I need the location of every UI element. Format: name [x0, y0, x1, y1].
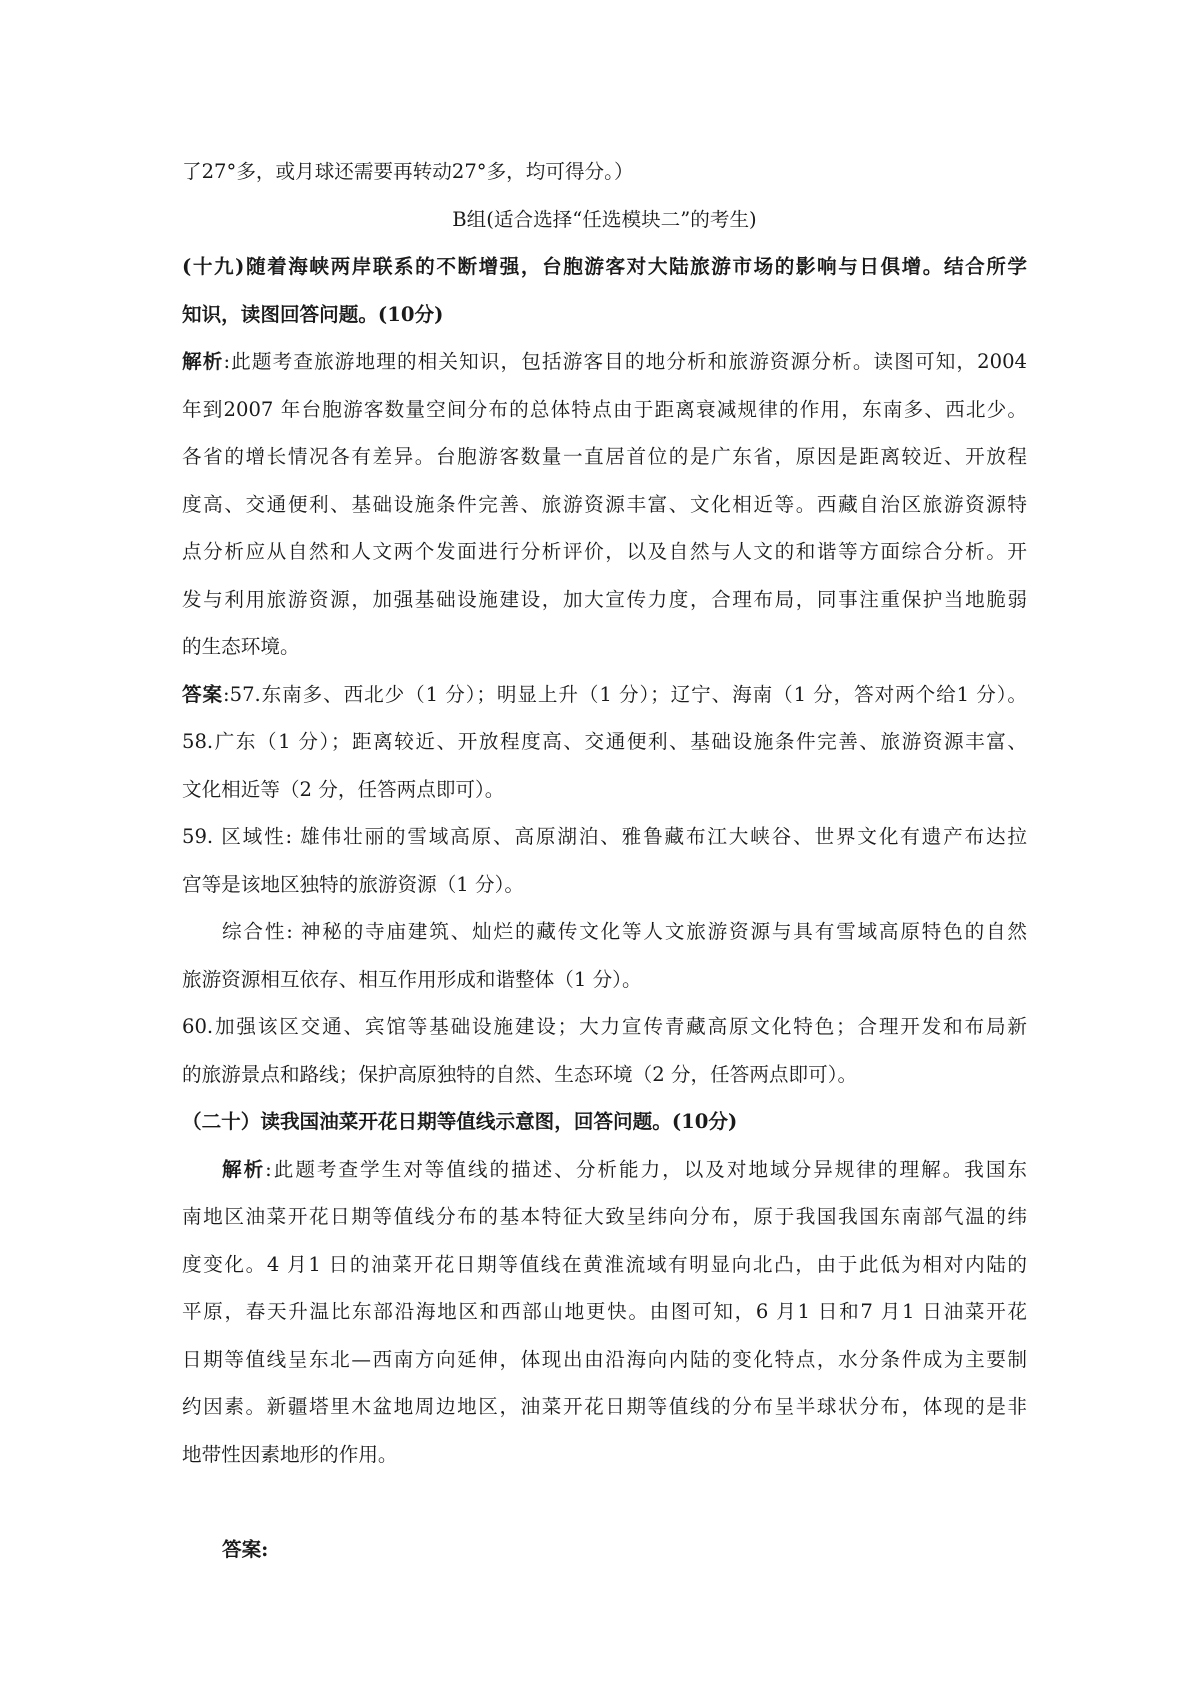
- text-line: 60.加强该区交通、宾馆等基础设施建设；大力宣传青藏高原文化特色；合理开发和布局新: [182, 1015, 1027, 1038]
- text-line: 的生态环境。: [182, 635, 300, 658]
- text-line: 各省的增长情况各有差异。台胞游客数量一直居首位的是广东省，原因是距离较近、开放程: [182, 445, 1027, 468]
- text-line: 了27°多，或月球还需要再转动27°多，均可得分。）: [182, 160, 634, 183]
- text-line: 文化相近等（2 分，任答两点即可）。: [182, 777, 505, 801]
- text-line: 的旅游景点和路线；保护高原独特的自然、生态环境（2 分，任答两点即可）。: [182, 1062, 858, 1086]
- text-line: 日期等值线呈东北—西南方向延伸，体现出由沿海向内陆的变化特点，水分条件成为主要制: [182, 1347, 1027, 1371]
- analysis-19-first-line: [182, 338, 1027, 386]
- spacer: [182, 1478, 1027, 1526]
- text-line: 发与利用旅游资源，加强基础设施建设，加大宣传力度，合理布局，同事注重保护当地脆弱: [182, 587, 1027, 611]
- text-line: 59. 区域性: 雄伟壮丽的雪域高原、高原湖泊、雅鲁藏布江大峡谷、世界文化有遗产布达拉: [182, 825, 1027, 848]
- answer-text: :57.东南多、西北少（1 分）；明显上升（1 分）；辽宁、海南（1 分，答对两个给1 分）。: [223, 682, 1028, 706]
- text-line: 综合性: 神秘的寺庙建筑、灿烂的藏传文化等人文旅游资源与具有雪域高原特色的自然: [222, 920, 1027, 943]
- document-page: [182, 148, 1027, 1573]
- text-line: 宫等是该地区独特的旅游资源（1 分）。: [182, 872, 524, 896]
- analysis-text: :此题考查旅游地理的相关知识，包括游客目的地分析和旅游资源分析。读图可知，2004: [223, 350, 1028, 373]
- section-heading-group-b: B组(适合选择“任选模块二”的考生): [452, 207, 757, 231]
- text-line: 度变化。4 月1 日的油菜开花日期等值线在黄淮流域有明显向北凸，由于此低为相对内陆的: [182, 1252, 1027, 1276]
- analysis-label: 解析: [222, 1157, 266, 1181]
- text-line: 旅游资源相互依存、相互作用形成和谐整体（1 分）。: [182, 967, 642, 991]
- text-line: 点分析应从自然和人文两个发面进行分析评价，以及自然与人文的和谐等方面综合分析。开: [182, 540, 1027, 563]
- text-line: 年到2007 年台胞游客数量空间分布的总体特点由于距离衰减规律的作用，东南多、西北少。: [182, 397, 1027, 421]
- text-line: 南地区油菜开花日期等值线分布的基本特征大致呈纬向分布，原于我国我国东南部气温的纬: [182, 1205, 1027, 1228]
- answer-20-label: 答案:: [222, 1537, 269, 1561]
- text-line: 度高、交通便利、基础设施条件完善、旅游资源丰富、文化相近等。西藏自治区旅游资源特: [182, 492, 1027, 516]
- text-line: 地带性因素地形的作用。: [182, 1442, 398, 1466]
- analysis-label: 解析: [182, 350, 224, 373]
- text-line: 约因素。新疆塔里木盆地周边地区，油菜开花日期等值线的分布呈半球状分布，体现的是非: [182, 1395, 1027, 1418]
- answer-19-first-line: [182, 671, 1027, 719]
- analysis-text: :此题考查学生对等值线的描述、分析能力，以及对地域分异规律的理解。我国东: [265, 1157, 1027, 1181]
- text-line: 58.广东（1 分）；距离较近、开放程度高、交通便利、基础设施条件完善、旅游资源丰富、: [182, 730, 1027, 753]
- analysis-20-first-line: [182, 1146, 1027, 1194]
- question-19-title: (十九)随着海峡两岸联系的不断增强，台胞游客对大陆旅游市场的影响与日俱增。结合所学: [182, 255, 1027, 278]
- question-19-title-cont: 知识，读图回答问题。(10分): [182, 302, 444, 326]
- text-line: 平原，春天升温比东部沿海地区和西部山地更快。由图可知，6 月1 日和7 月1 日油菜开花: [182, 1300, 1027, 1323]
- question-20-title: （二十）读我国油菜开花日期等值线示意图，回答问题。(10分): [182, 1110, 738, 1133]
- answer-label: 答案: [182, 682, 223, 706]
